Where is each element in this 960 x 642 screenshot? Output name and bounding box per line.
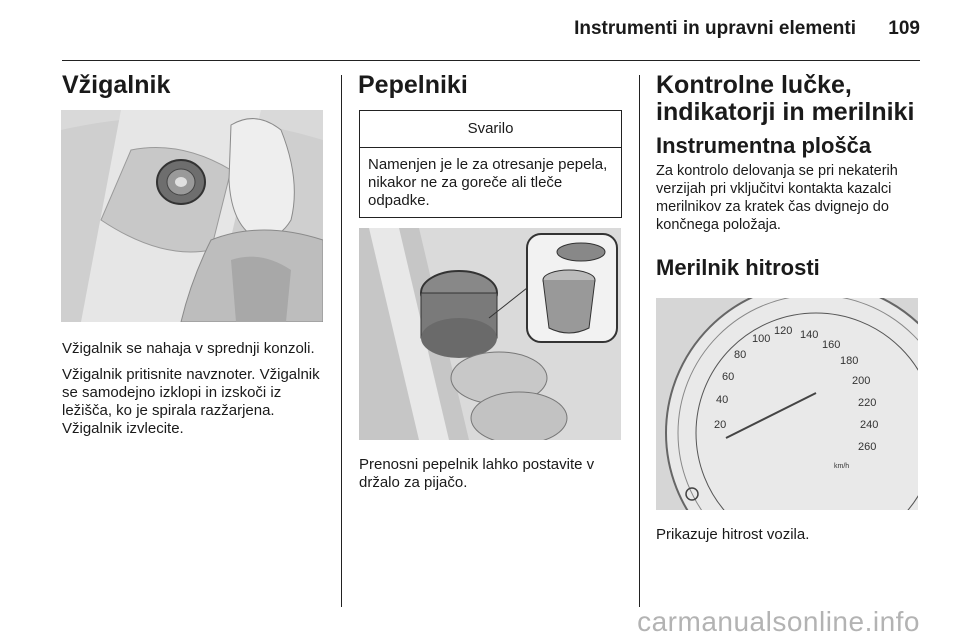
speedo-label-120: 120 bbox=[774, 325, 793, 337]
column-gauges bbox=[656, 72, 922, 280]
speedo-label-160: 160 bbox=[822, 339, 841, 351]
subheading-speedometer: Merilnik hitrosti bbox=[656, 255, 820, 281]
speedometer-illustration bbox=[656, 298, 918, 510]
speedo-label-260: 260 bbox=[858, 441, 877, 453]
lighter-para-1: Vžigalnik se nahaja v sprednji konzoli. bbox=[62, 340, 315, 357]
speedo-label-100: 100 bbox=[752, 333, 771, 345]
header-rule bbox=[62, 60, 920, 61]
lighter-text bbox=[62, 340, 324, 438]
ashtray-illustration bbox=[359, 228, 621, 440]
speedo-label-240: 240 bbox=[860, 419, 879, 431]
speedo-label-20: 20 bbox=[714, 419, 727, 431]
column-ashtrays bbox=[358, 72, 620, 99]
speedometer-text bbox=[656, 526, 918, 544]
speedo-label-180: 180 bbox=[840, 355, 859, 367]
ashtray-para-1: Prenosni pepelnik lahko postavite v držalo za pijačo. bbox=[359, 456, 595, 491]
speedo-label-80: 80 bbox=[734, 349, 747, 361]
warning-title: Svarilo bbox=[360, 111, 621, 148]
running-header-title: Instrumenti in upravni elementi bbox=[574, 18, 856, 39]
column-divider-1 bbox=[341, 75, 342, 607]
speedometer-para: Prikazuje hitrost vozila. bbox=[656, 526, 810, 543]
speedo-label-200: 200 bbox=[852, 375, 871, 387]
speedo-label-140: 140 bbox=[800, 329, 819, 341]
column-cigarette-lighter bbox=[62, 72, 324, 99]
speedo-label-220: 220 bbox=[858, 397, 877, 409]
warning-text: Namenjen je le za otresanje pepela, nikakor ne za goreče ali tleče odpadke. bbox=[368, 156, 608, 209]
lighter-illustration bbox=[61, 110, 323, 322]
lighter-para-2: Vžigalnik pritisnite navznoter. Vžigalnik se samodejno izklopi in izskoči iz ležišča, ko je spirala razžarjena. Vžigalnik izvlecite. bbox=[62, 366, 320, 437]
speedo-unit: km/h bbox=[834, 463, 850, 470]
warning-box bbox=[359, 110, 622, 218]
section-heading-gauges: Kontrolne lučke, indikatorji in merilniki bbox=[656, 71, 915, 126]
column-divider-2 bbox=[639, 75, 640, 607]
watermark: carmanualsonline.info bbox=[637, 606, 920, 637]
section-heading-lighter: Vžigalnik bbox=[62, 71, 171, 99]
speedo-label-40: 40 bbox=[716, 394, 729, 406]
subheading-instrument-panel: Instrumentna plošča bbox=[656, 133, 872, 158]
ashtray-text bbox=[359, 456, 621, 492]
speedo-label-60: 60 bbox=[722, 371, 735, 383]
section-heading-ashtrays: Pepelniki bbox=[358, 71, 468, 99]
page-number: 109 bbox=[888, 18, 920, 39]
instrument-panel-para: Za kontrolo delovanja se pri nekaterih verzijah pri vključitvi kontakta kazalci merilnikov za kratek čas dvignejo do končnega položaja. bbox=[656, 163, 898, 234]
